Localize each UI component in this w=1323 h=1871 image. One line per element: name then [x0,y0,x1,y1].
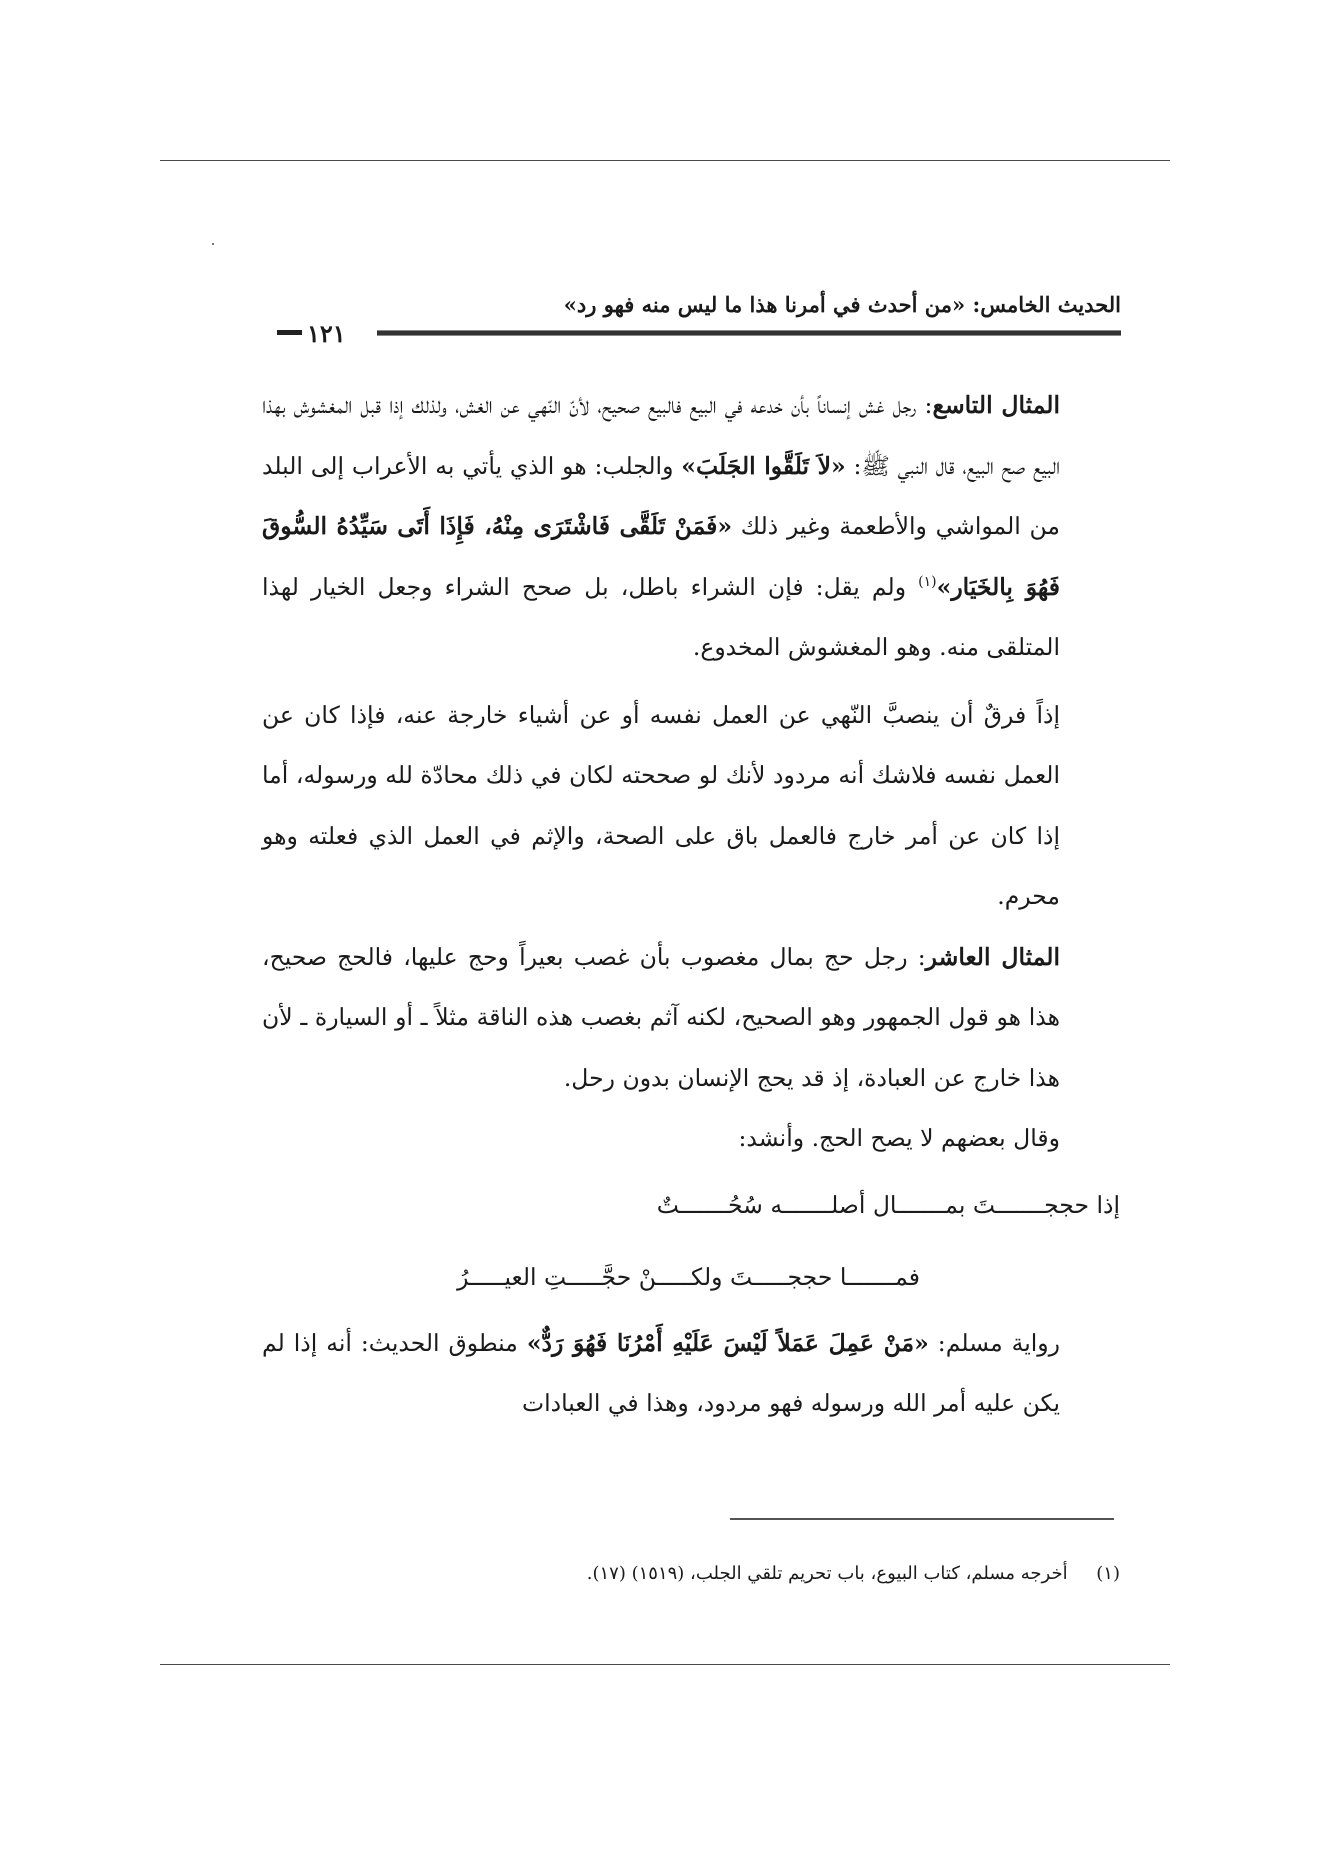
footnote-reference[interactable]: (١) [918,573,937,590]
hadith-quote: «فَمَنْ تَلَقَّى فَاشْتَرَى مِنْهُ، فَإِذَا أَتَى سَيِّدُهُ السُّوقَ فَهُوَ بِالخَيَار» [262,512,1060,601]
running-header [277,290,1121,348]
running-title: الحديث الخامس: «من أحدث في أمرنا هذا ما ليس منه فهو رد» [563,292,1121,317]
paragraph-text: رواية مسلم: [928,1328,1060,1357]
paragraph-opinion: وقال بعضهم لا يصح الحج. وأنشد: [738,1124,1060,1152]
footnote-separator [730,1518,1114,1520]
paragraph-muslim-narration [262,1313,1120,1434]
bottom-page-rule [160,1664,1170,1665]
footnote-marker: (١) [1096,1563,1120,1584]
paragraph-text: والجلب: هو الذي يأتي به الأعراب إلى البلد من المواشي والأطعمة وغير ذلك [262,451,1060,540]
top-page-rule [160,160,1170,161]
footnote-text: أخرجه مسلم، كتاب البيوع، باب تحريم تلقي الجلب، (١٥١٩) (١٧). [586,1563,1068,1584]
footnote [400,1560,1120,1588]
body-text [262,375,1120,1434]
paragraph-example-10 [262,927,1120,1109]
hadith-quote: «مَنْ عَمِلَ عَمَلاً لَيْسَ عَلَيْهِ أَمْرُنَا فَهُوَ رَدٌّ» [526,1328,929,1357]
paragraph-example-9 [262,375,1120,678]
example-9-label: المثال التاسع [932,391,1061,419]
poem-verse-1: إذا حججـــــــتَ بمـــــــال أصلـــــــه سُحُـــــــتٌ [656,1190,1120,1219]
page-number-mark [277,330,302,335]
paragraph-text: منطوق الحديث: أنه إذا لم يكن عليه أمر الله ورسوله فهو مردود، وهذا في العبادات [262,1328,1060,1417]
poem-verse-2: فمـــــــا حججـــــتَ ولكـــــنْ حجَّـــــتِ العيـــــرُ [457,1262,920,1291]
page-number: ١٢١ [307,319,346,348]
example-10-label: المثال العاشر [925,942,1060,971]
paragraph-distinction: إذاً فرقٌ أن ينصبَّ النّهي عن العمل نفسه أو عن أشياء خارجة عنه، فإذا كان عن العمل نفسه فلاشك أنه مردود لأنك لو صححته لكان في ذلك محادّة لله ورسوله، أما إذا كان عن أمر خارج فالعمل باق على الصحة، والإثم في العمل الذي فعلته وهو محرم. [262,700,1060,910]
paragraph-text: ولم يقل: فإن الشراء باطل، بل صحح الشراء وجعل الخيار لهذا المتلقى منه. وهو المغشوش المخدوع. [262,572,1060,661]
header-bar [277,319,1121,348]
paragraph-text: : رجل حج بمال مغصوب بأن غصب بعيراً وحج عليها، فالحج صحيح، هذا هو قول الجمهور وهو الصحيح، لكنه آثم بغصب هذه الناقة مثلاً ـ أو السيارة ـ لأن هذا خارج عن العبادة، إذ قد يحج الإنسان بدون رحل. [262,942,1060,1092]
header-rule [377,330,1121,336]
hadith-quote: «لاَ تَلَقَّوا الجَلَبَ» [681,451,846,480]
paragraph-text: : رجل غش إنساناً بأن خدعه في البيع فالبيع صحيح، لأنّ النّهي عن الغش، ولذلك إذا قبل المغشوش بهذا البيع صح البيع، قال النبي ﷺ: [262,391,1061,480]
scan-speck [212,243,214,245]
